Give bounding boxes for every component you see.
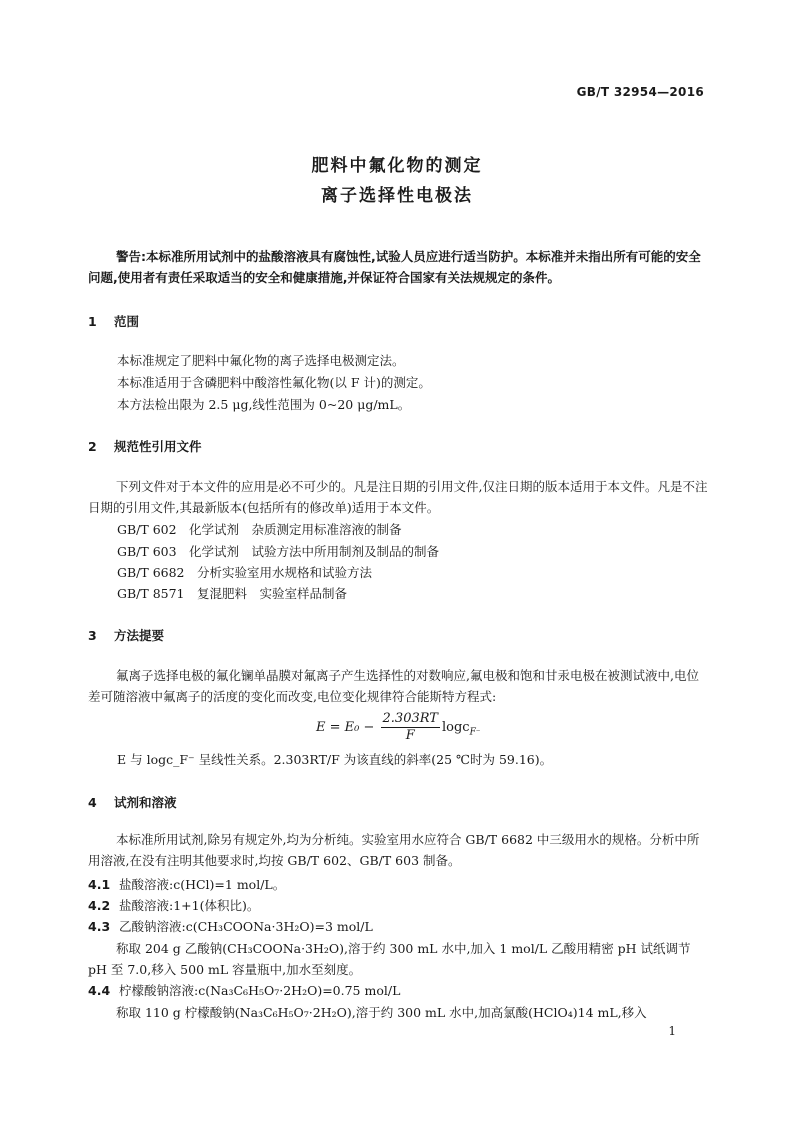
nernst-equation	[316, 711, 481, 745]
standard-number: GB/T 32954—2016	[576, 85, 704, 99]
item-number: 4.1	[88, 877, 111, 892]
section-title: 方法提要	[114, 628, 165, 643]
section-title: 规范性引用文件	[114, 439, 202, 454]
formula-subscript: F⁻	[469, 727, 481, 738]
scope-line-3: 本方法检出限为 2.5 μg,线性范围为 0~20 μg/mL。	[117, 397, 411, 412]
scope-line-2: 本标准适用于含磷肥料中酸溶性氟化物(以 F 计)的测定。	[117, 375, 431, 390]
references-intro-text: 下列文件对于本文件的应用是必不可少的。凡是注日期的引用文件,仅注日期的版本适用于本文件。凡是不注日期的引用文件,其最新版本(包括所有的修改单)适用于本文件。	[88, 479, 708, 515]
warning-text: 警告:本标准所用试剂中的盐酸溶液具有腐蚀性,试验人员应进行适当防护。本标准并未指出所有可能的安全问题,使用者有责任采取适当的安全和健康措施,并保证符合国家有关法规规定的条件。	[88, 249, 701, 285]
item-number: 4.3	[88, 919, 111, 934]
item-text: 盐酸溶液:1+1(体积比)。	[119, 898, 260, 913]
item-number: 4.2	[88, 898, 111, 913]
reagent-item-4-1	[88, 875, 285, 893]
section-3-heading	[88, 626, 164, 644]
formula-lhs: E = E₀ −	[316, 720, 375, 735]
reagents-intro	[88, 829, 708, 871]
document-title-line2: 离子选择性电极法	[321, 186, 473, 206]
section-title: 试剂和溶液	[114, 795, 177, 810]
scope-line-1: 本标准规定了肥料中氟化物的离子选择电极测定法。	[117, 353, 405, 368]
formula-fraction	[381, 711, 440, 744]
reagent-item-4-4	[88, 981, 400, 999]
reference-item: GB/T 8571 复混肥料 实验室样品制备	[117, 586, 348, 601]
section-title: 范围	[114, 314, 140, 329]
section-number: 4	[88, 795, 97, 810]
item-text: 盐酸溶液:c(HCl)=1 mol/L。	[119, 877, 286, 892]
slope-note: E 与 logc_F⁻ 呈线性关系。2.303RT/F 为该直线的斜率(25 ℃时为 59.16)。	[117, 752, 553, 767]
references-intro	[88, 476, 708, 518]
section-1-heading	[88, 312, 139, 330]
section-number: 2	[88, 439, 97, 454]
document-title-line1: 肥料中氟化物的测定	[311, 156, 483, 176]
formula-denominator: F	[405, 728, 415, 743]
item-text: 柠檬酸钠溶液:c(Na₃C₆H₅O₇·2H₂O)=0.75 mol/L	[119, 983, 401, 998]
reagent-item-4-3	[88, 917, 373, 935]
procedure-text: 称取 204 g 乙酸钠(CH₃COONa·3H₂O),溶于约 300 mL 水中,加入 1 mol/L 乙酸用精密 pH 试纸调节 pH 至 7.0,移入 500 mL 容量瓶中,加水至刻度。	[88, 941, 691, 977]
formula-numerator: 2.303RT	[382, 711, 438, 726]
reference-item: GB/T 6682 分析实验室用水规格和试验方法	[117, 565, 373, 580]
procedure-text: 称取 110 g 柠檬酸钠(Na₃C₆H₅O₇·2H₂O),溶于约 300 mL 水中,加高氯酸(HClO₄)14 mL,移入	[116, 1005, 647, 1020]
section-4-heading	[88, 793, 177, 811]
formula-log: logc	[441, 720, 470, 735]
reference-item: GB/T 602 化学试剂 杂质测定用标准溶液的制备	[117, 522, 402, 537]
page-number: 1	[668, 1024, 676, 1038]
method-text: 氟离子选择电极的氟化镧单晶膜对氟离子产生选择性的对数响应,氟电极和饱和甘汞电极在被测试液中,电位差可随溶液中氟离子的活度的变化而改变,电位变化规律符合能斯特方程式:	[88, 668, 699, 704]
reagents-intro-text: 本标准所用试剂,除另有规定外,均为分析纯。实验室用水应符合 GB/T 6682 中三级用水的规格。分析中所用溶液,在没有注明其他要求时,均按 GB/T 602、GB/T 603 制备。	[88, 832, 700, 868]
section-number: 1	[88, 314, 97, 329]
item-text: 乙酸钠溶液:c(CH₃COONa·3H₂O)=3 mol/L	[119, 919, 373, 934]
section-2-heading	[88, 437, 202, 455]
reference-item: GB/T 603 化学试剂 试验方法中所用制剂及制品的制备	[117, 544, 440, 559]
item-number: 4.4	[88, 983, 111, 998]
section-number: 3	[88, 628, 97, 643]
reagent-4-4-procedure	[88, 1002, 708, 1023]
warning-paragraph	[88, 246, 708, 288]
reagent-item-4-2	[88, 896, 259, 914]
reagent-4-3-procedure	[88, 938, 708, 980]
method-paragraph	[88, 665, 708, 707]
